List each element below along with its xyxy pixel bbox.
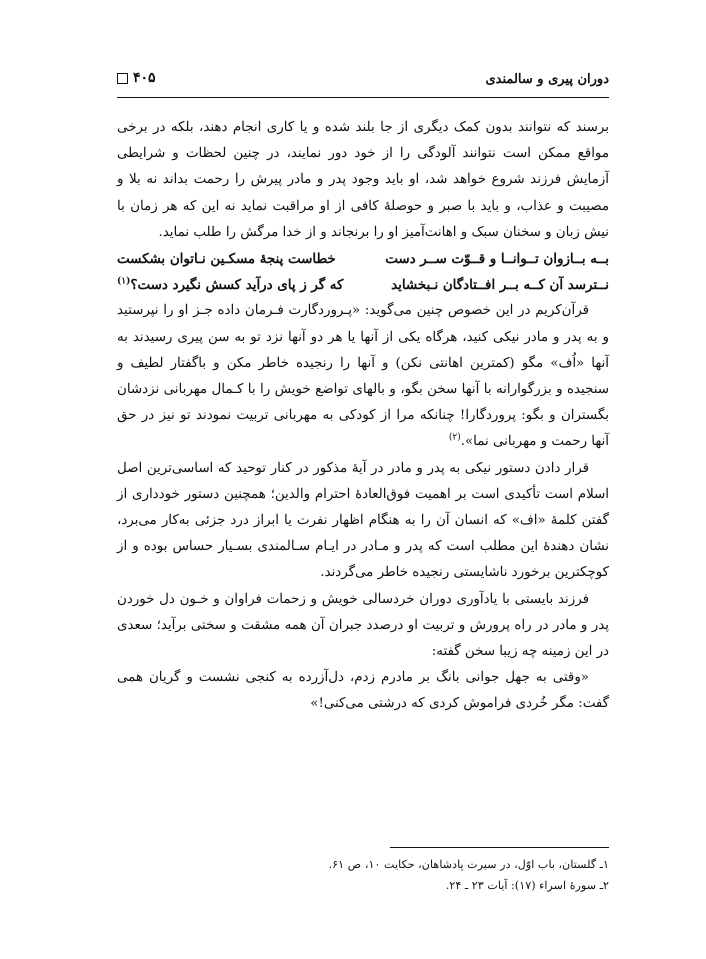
verse-2-second-hemistich [117,272,343,298]
paragraph-5-quote: «وقتی به جهل جوانی بانگ بر مادرم زدم، دل‌آزرده به کنجی نشست و گریان همی گفت: مگر خُردی فراموش کردی که درشتی می‌کنی!» [117,670,609,712]
verse-1-first-hemistich: بــه بــازوان تــوانــا و قــوّت ســر دست [385,251,609,268]
paragraph-2-text: قرآن‌کریم در این خصوص چنین می‌گوید: «پـروردگارت فـرمان داده جـز او را نپرستید و به پدر و مادر نیکی کنید، هرگاه یکی از آنها یا هر دو آنها نزد تو به سن پیری رسیدند به آنها «اُف» مگو (کمترین اهانتی نکن) و آنها را رنجیده خاطر مکن و باگفتار لطیف و سنجیده و بزرگوارانه با آنها سخن بگو، و بالهای تواضع خویش را با کـمال مهربانی نزدشان بگستران و بگو: پروردگارا! چنانکه مرا از کودکی به مهربانی تربیت نمودند تو نیز در حق آنها رحمت و مهربانی نما». [117,303,609,450]
verse-2-first-hemistich: نــترسد آن کــه بــر افــتادگان نـبخشاید [391,277,609,294]
verse-2-text: که گر ز پای درآید کسش نگیرد دست؟ [130,277,344,294]
page-number: ۴۰۵ [133,70,156,86]
verse-line-2 [117,272,609,298]
footnotes [117,854,609,896]
footnote-1: ۱ـ گلستان، باب اوّل، در سیرت پادشاهان، حکایت ۱۰، ص ۶۱. [328,858,609,871]
page-header [117,66,609,92]
paragraph-2 [117,298,609,455]
square-icon [117,73,128,84]
footnote-rule [390,847,609,848]
verse-1-second-hemistich: خطاست پنجهٔ مسکـین نـاتوان بشکست [117,251,336,268]
footnote-ref-2: (۲) [448,432,461,443]
paragraph-4: فرزند بایستی با یادآوری دوران خردسالی خویش و زحمات فراوان و خـون دل خوردن پدر و مادر در راه پرورش و تربیت او درصدد جبران آن همه مشقت و سختی برآید؛ سعدی در این زمینه چه زیبا سخن گفته: [117,591,609,660]
footnote-ref-1: (۱) [117,276,131,287]
body-text [117,115,609,718]
footnote-2: ۲ـ سورهٔ اسراء (۱۷): آیات ۲۳ ـ ۲۴. [445,879,609,892]
page-number-block [117,70,156,86]
header-rule [117,97,609,98]
paragraph-1: برسند که نتوانند بدون کمک دیگری از جا بلند شده و یا کاری انجام دهند، بلکه در برخی مواقع ممکن است نتوانند آلودگی را از خود دور نمایند، در چنین لحظات و شرایطی آزمایش فرزند شروع خواهد شد، او باید وجود پدر و مادر پیرش را رحمت بداند نه بلا و مصیبت و عذاب، و باید با صبر و حوصلهٔ کافی از او مراقبت نماید نه این که هر زمان با نیش زبان و سخنان سبک و اهانت‌آمیز او را برنجاند و از خدا مرگش را طلب نماید. [117,120,609,240]
verse-line-1 [117,246,609,272]
paragraph-3: قرار دادن دستور نیکی به پدر و مادر در آیهٔ مذکور در کنار توحید که اساسی‌ترین اصل اسلام است تأکیدی است بر اهمیت فوق‌العادهٔ احترام والدین؛ همچنین دستور خودداری از گفتن کلمهٔ «اف» که انسان آن را به هنگام اظهار نفرت یا ابراز درد جزئی به‌کار می‌برد، نشان دهندهٔ این مطلب است که پدر و مـادر در ایـام سـالمندی بسـیار حساس بوده و از کوچکترین برخورد ناشایستی رنجیده خاطر می‌گردند. [117,460,609,581]
running-title: دوران پیری و سالمندی [485,72,609,87]
